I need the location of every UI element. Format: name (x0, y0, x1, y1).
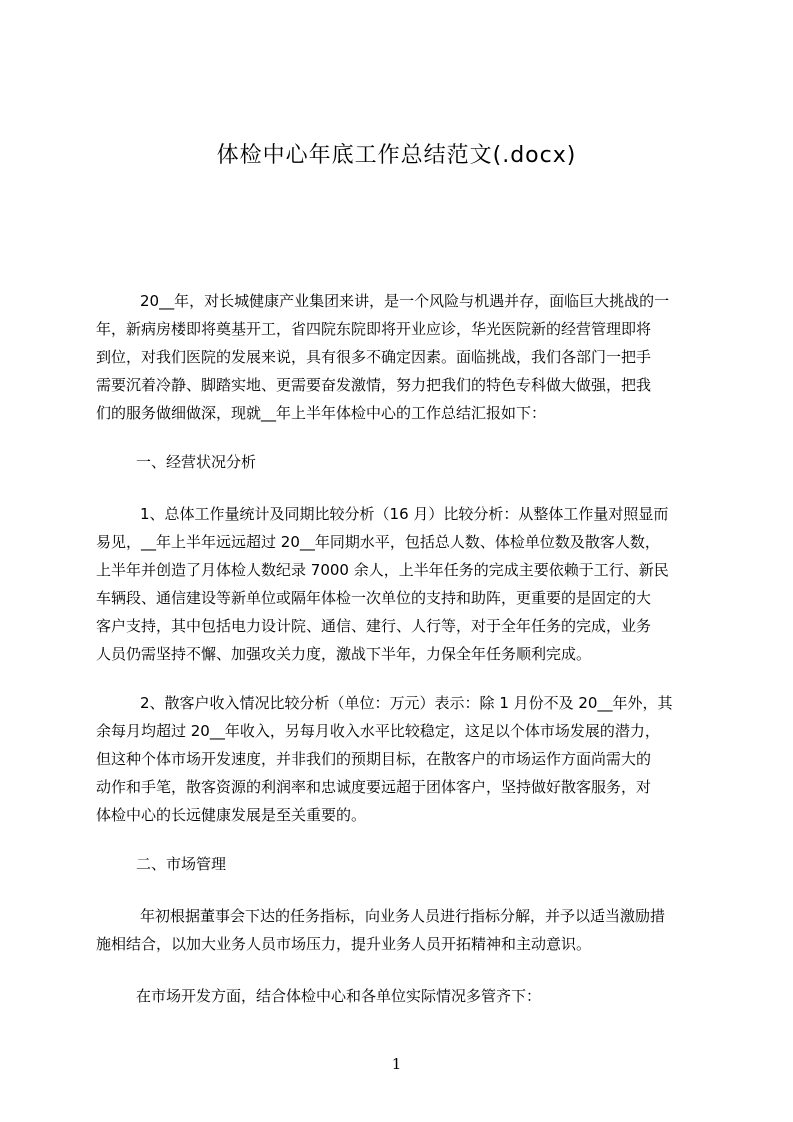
paragraph-line: 1、总体工作量统计及同期比较分析（16 月）比较分析：从整体工作量对照显而 (140, 505, 669, 523)
paragraph-line: 余每月均超过 20__年收入，另每月收入水平比较稳定，这足以个体市场发展的潜力， (96, 722, 660, 740)
paragraph-line: 施相结合，以加大业务人员市场压力，提升业务人员开拓精神和主动意识。 (96, 935, 592, 953)
section-heading-market (96, 850, 700, 878)
paragraph-line: 上半年并创造了月体检人数纪录 7000 余人，上半年任务的完成主要依赖于工行、新民 (96, 561, 669, 579)
paragraph-line: 们的服务做细做深，现就__年上半年体检中心的工作总结汇报如下： (96, 404, 547, 422)
section-heading: 一、经营状况分析 (136, 453, 257, 471)
paragraph-workload (96, 500, 700, 668)
paragraph-line: 2、散客户收入情况比较分析（单位：万元）表示：除 1 月份不及 20__年外，其 (140, 694, 673, 712)
paragraph-line: 但这种个体市场开发速度，并非我们的预期目标，在散客户的市场运作方面尚需大的 (96, 750, 652, 768)
paragraph-line: 在市场开发方面，结合体检中心和各单位实际情况多管齐下： (136, 987, 542, 1005)
section-heading: 二、市场管理 (136, 855, 227, 873)
paragraph-intro (96, 287, 700, 427)
paragraph-line: 车辆段、通信建设等新单位或隔年体检一次单位的支持和助阵，更重要的是固定的大 (96, 589, 652, 607)
document-title: 体检中心年底工作总结范文(.docx) (216, 143, 577, 168)
paragraph-line: 20__年，对长城健康产业集团来讲，是一个风险与机遇并存，面临巨大挑战的一 (140, 292, 670, 310)
paragraph-market-development (96, 982, 700, 1010)
paragraph-line: 人员仍需坚持不懈、加强攻关力度，激战下半年，力保全年任务顺利完成。 (96, 645, 592, 663)
section-heading-operations (96, 448, 700, 476)
paragraph-line: 年初根据董事会下达的任务指标，向业务人员进行指标分解，并予以适当激励措 (140, 907, 666, 925)
paragraph-line: 需要沉着冷静、脚踏实地、更需要奋发激情，努力把我们的特色专科做大做强，把我 (96, 376, 652, 394)
paragraph-line: 体检中心的长远健康发展是至关重要的。 (96, 806, 367, 824)
page-number: 1 (391, 1055, 402, 1073)
paragraph-individual-revenue (96, 689, 700, 829)
paragraph-line: 易见，__年上半年远远超过 20__年同期水平，包括总人数、体检单位数及散客人数， (96, 533, 660, 551)
paragraph-line: 动作和手笔，散客资源的利润率和忠诚度要远超于团体客户，坚持做好散客服务，对 (96, 778, 652, 796)
paragraph-line: 到位，对我们医院的发展来说，具有很多不确定因素。面临挑战，我们各部门一把手 (96, 348, 652, 366)
paragraph-line: 客户支持，其中包括电力设计院、通信、建行、人行等，对于全年任务的完成，业务 (96, 617, 652, 635)
paragraph-targets (96, 902, 700, 958)
paragraph-line: 年，新病房楼即将奠基开工，省四院东院即将开业应诊，华光医院新的经营管理即将 (96, 320, 652, 338)
